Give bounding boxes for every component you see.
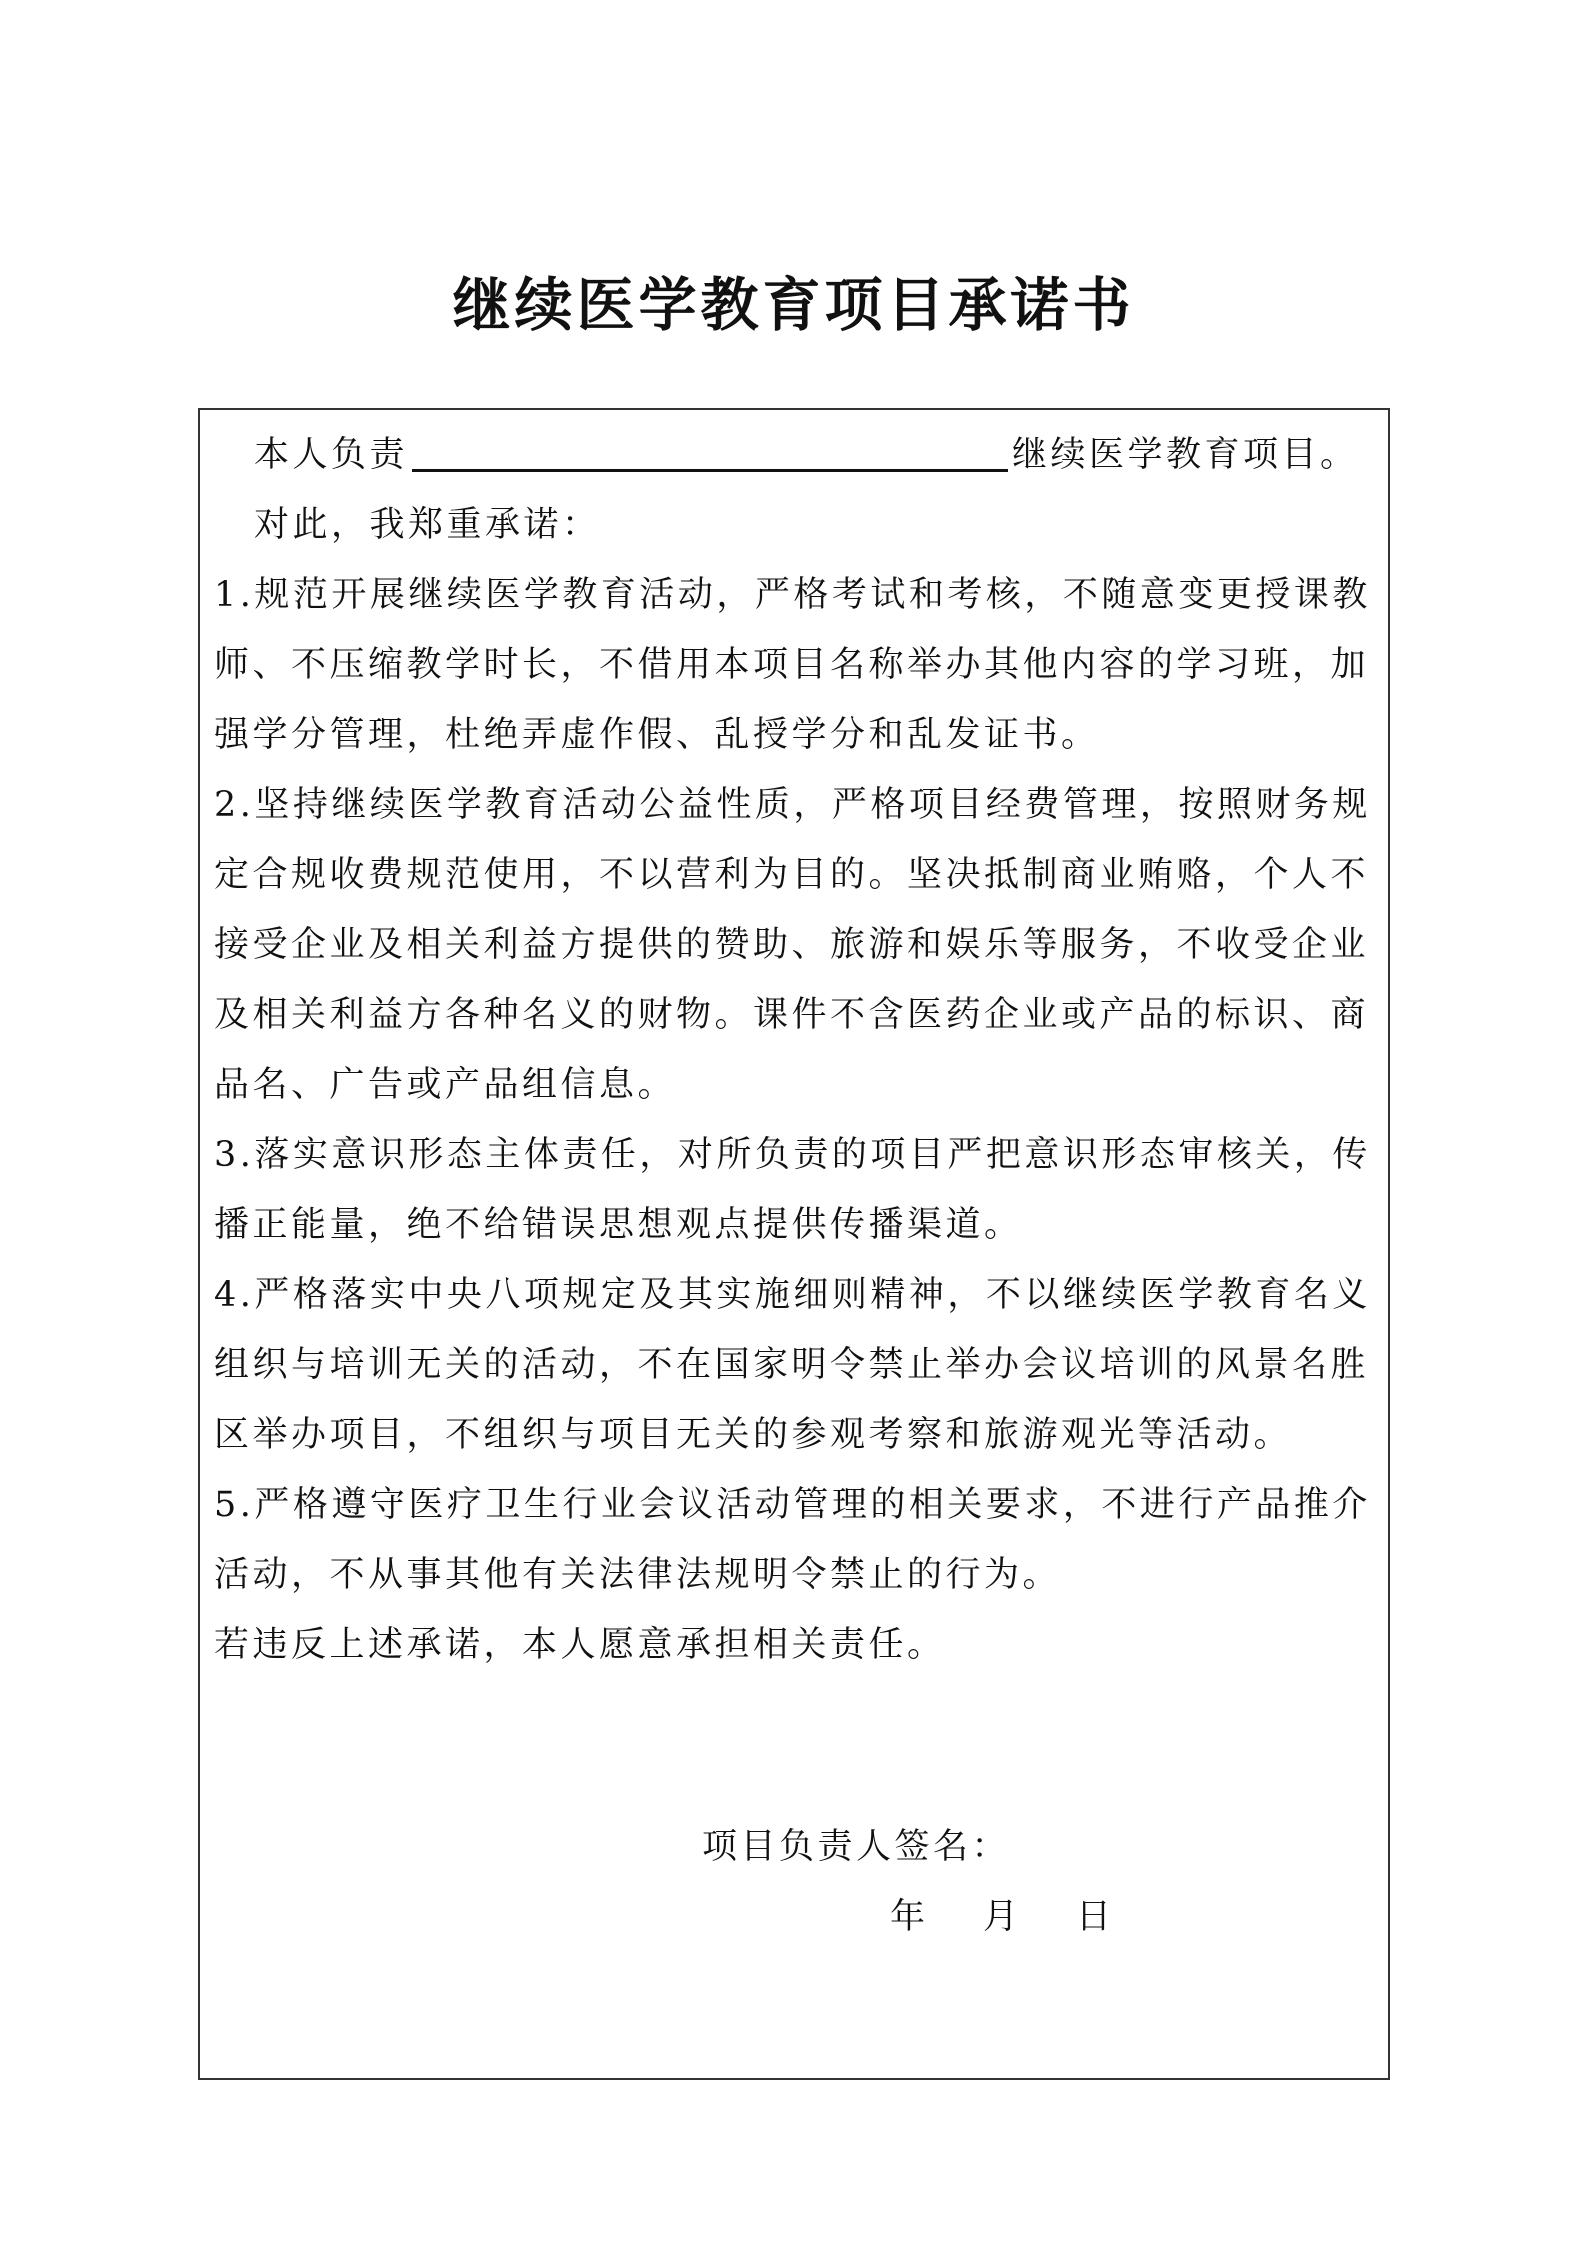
intro-line [214, 420, 1380, 490]
commitment-item-2: 2.坚持继续医学教育活动公益性质，严格项目经费管理，按照财务规定合规收费规范使用，不以营利为目的。坚决抵制商业贿赂，个人不接受企业及相关利益方提供的赞助、旅游和娱乐等服务，不收受企业及相关利益方各种名义的财物。课件不含医药企业或产品的标识、商品名、广告或产品组信息。 [214, 785, 1371, 1105]
intro-prefix: 本人负责 [254, 435, 409, 475]
lead-line: 对此，我郑重承诺： [254, 505, 601, 545]
intro-suffix: 继续医学教育项目。 [1012, 435, 1359, 475]
date-line [890, 1882, 1111, 1952]
closing-line: 若违反上述承诺，本人愿意承担相关责任。 [214, 1625, 946, 1665]
project-name-blank[interactable] [412, 429, 1008, 472]
commitment-item-1: 1.规范开展继续医学教育活动，严格考试和考核，不随意变更授课教师、不压缩教学时长，不借用本项目名称举办其他内容的学习班，加强学分管理，杜绝弄虚作假、乱授学分和乱发证书。 [214, 575, 1371, 755]
date-month: 月 [983, 1897, 1019, 1937]
commitment-item-5: 5.严格遵守医疗卫生行业会议活动管理的相关要求，不进行产品推介活动，不从事其他有关法律法规明令禁止的行为。 [214, 1485, 1371, 1595]
commitment-body [214, 420, 1380, 1680]
signature-label: 项目负责人签名： [702, 1827, 1011, 1867]
date-year: 年 [890, 1897, 926, 1937]
commitment-item-4: 4.严格落实中央八项规定及其实施细则精神，不以继续医学教育名义组织与培训无关的活动，不在国家明令禁止举办会议培训的风景名胜区举办项目，不组织与项目无关的参观考察和旅游观光等活动。 [214, 1275, 1371, 1455]
commitment-item-3: 3.落实意识形态主体责任，对所负责的项目严把意识形态审核关，传播正能量，绝不给错误思想观点提供传播渠道。 [214, 1135, 1371, 1245]
date-day: 日 [1076, 1897, 1112, 1937]
document-title: 继续医学教育项目承诺书 [452, 271, 1135, 339]
